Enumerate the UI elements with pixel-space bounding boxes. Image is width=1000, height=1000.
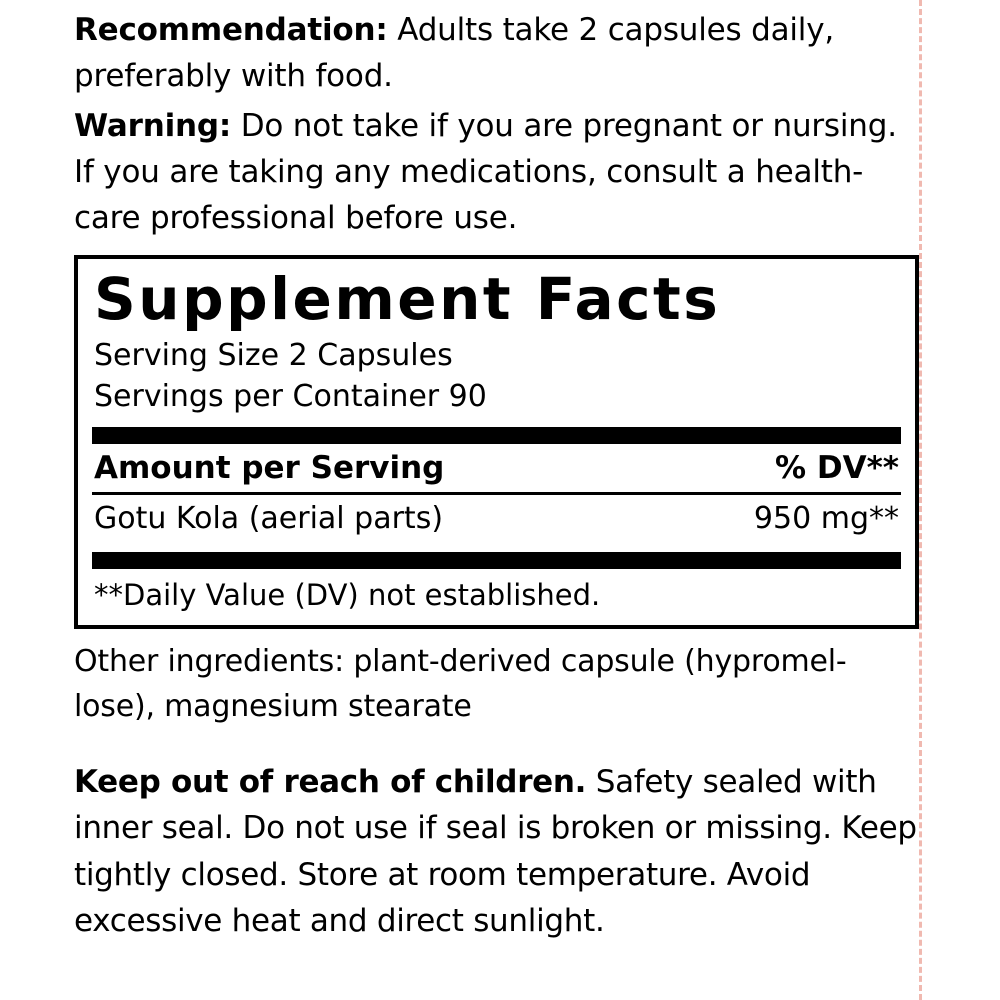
- serving-size: Serving Size 2 Capsules: [94, 338, 453, 374]
- warning-text: Do not take if you are pregnant or nursing. If you are taking any medications, consult a health-care professional before use.: [74, 107, 897, 236]
- servings-per-container: Servings per Container 90: [94, 378, 487, 414]
- supplement-facts-title: Supplement Facts: [94, 265, 721, 334]
- warning-label: Warning:: [74, 107, 232, 144]
- recommendation-paragraph: [74, 8, 919, 100]
- keep-out-label: Keep out of reach of children.: [74, 763, 587, 800]
- facts-header-row: [92, 444, 901, 492]
- daily-value-header: % DV**: [775, 450, 899, 487]
- warning-paragraph: [74, 104, 919, 242]
- amount-per-serving-header: Amount per Serving: [94, 450, 445, 487]
- supplement-facts-panel: [74, 255, 919, 629]
- other-ingredients: Other ingredients: plant-derived capsule (hypromel-lose), magnesium stearate: [74, 643, 847, 724]
- facts-divider-thick-top: [92, 427, 901, 444]
- recommendation-label: Recommendation:: [74, 12, 388, 48]
- ingredient-name: Gotu Kola (aerial parts): [94, 501, 444, 537]
- facts-divider-thick-bottom: [92, 552, 901, 569]
- keep-out-text: Safety sealed with inner seal. Do not use if seal is broken or missing. Keep tightly closed. Store at room temperature. Avoid excessive heat and direct sunlight.: [74, 763, 917, 940]
- keep-out-paragraph: [74, 759, 919, 945]
- ingredient-amount: 950 mg**: [753, 501, 899, 537]
- die-cut-dashed-line: [919, 0, 922, 1000]
- table-row: [92, 495, 901, 542]
- daily-value-footnote: **Daily Value (DV) not established.: [94, 578, 601, 613]
- recommendation-text: Adults take 2 capsules daily, preferably with food.: [74, 12, 835, 94]
- label-content: [74, 8, 919, 976]
